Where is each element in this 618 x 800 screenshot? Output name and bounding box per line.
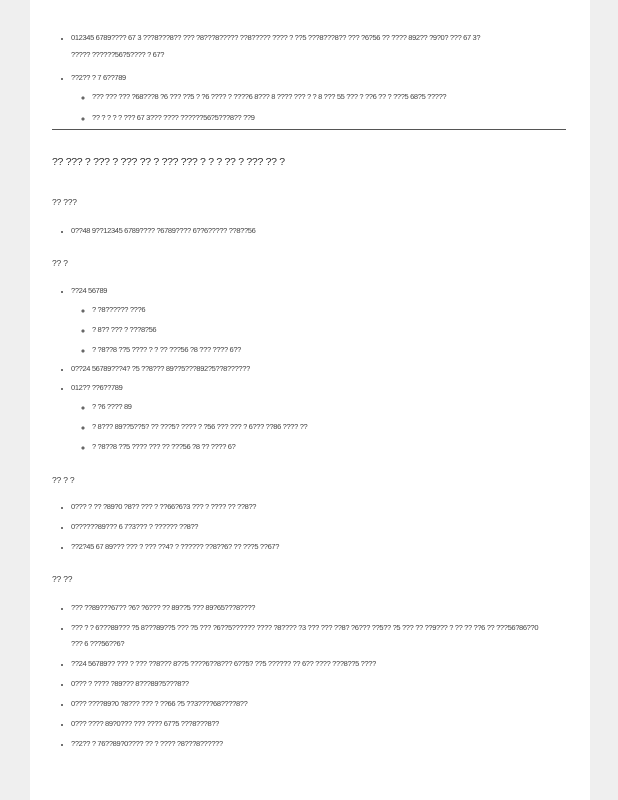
list-item-continuation: ????? ??????56?5???? ? 67? xyxy=(71,50,165,59)
list-item: • 0??????89??? 6 7?3??? ? ?????? ??8?? xyxy=(71,521,566,532)
list-item: • ??? ??89???67?? ?6? ?6??? ?? 89??5 ??? 89?65???8???? xyxy=(71,602,566,613)
list-item: • 0??? ????89?0 ?8??? ??? ? ??66 ?5 ??3????68????8?? xyxy=(71,698,566,709)
sub-list-item: ◦ ?? ? ? ? ? ??? 67 3??? ???? ??????56?5???8?? ??9 xyxy=(92,112,566,123)
section-list xyxy=(52,285,566,452)
list-item: • 0??? ???? 89?0??? ??? ???? 67?5 ???8???8?? xyxy=(71,718,566,729)
sub-list-item: ◦ ? 8?? ??? ? ???8?56 xyxy=(92,324,566,335)
sub-list-item: ◦ ? ?8??8 ??5 ???? ? ? ?? ???56 ?8 ??? ???? 6?? xyxy=(92,344,566,355)
sub-list-item: ◦ ? ?8??8 ??5 ???? ??? ?? ???56 ?8 ?? ???? 6? xyxy=(92,441,566,452)
section-heading: ?? ?? xyxy=(52,574,73,584)
top-list xyxy=(52,32,566,123)
list-item-text: ??? ? ? 6???89??? ?5 8???89??5 ??? ?5 ??? ?6??5?????? ???? ?8???? ?3 ??? ??? ??8? ?6??? ??5?? ?5 ??? ?? ??9??? ? ?? ?? ??6 ?? ???56?86??0 xyxy=(71,623,539,632)
sub-list-item: ◦ ? ?8?????? ???6 xyxy=(92,304,566,315)
section-title: ?? ??? ? ??? ? ??? ?? ? ??? ??? ? ? ? ?? ? ??? ?? ? xyxy=(52,156,285,168)
section-heading: ?? ??? xyxy=(52,197,77,207)
sub-list xyxy=(71,304,566,355)
section-heading: ?? ? xyxy=(52,258,68,268)
list-item-text: 012?? ??6??789 xyxy=(71,383,123,392)
list-item: • ??24 56789?? ??? ? ??? ??8??? 8??5 ????6??8??? 6??5? ??5 ?????? ?? 6?? ???? ???8??5 ???? xyxy=(71,658,566,669)
document-page xyxy=(30,0,590,800)
list-item-text: 012345 6789???? 67 3 ???8???8?? ??? ?8???8????? ??8????? ???? ? ??5 ???8???8?? ??? ?6?56 ?? ???? 892?? ?9?0? ??? 67 3? xyxy=(71,33,481,42)
list-item xyxy=(71,622,566,649)
list-item: • 0??? ? ???? ?89??? 8???89?5???8?? xyxy=(71,678,566,689)
section-list xyxy=(52,225,566,236)
list-item xyxy=(71,382,566,452)
section-list-block xyxy=(52,285,566,461)
right-scrollbar-track[interactable] xyxy=(590,0,618,800)
sub-list-item: ◦ ??? ??? ??? ?68???8 ?6 ??? ??5 ? ?6 ???? ? ????6 8??? 8 ???? ??? ? ? 8 ??? 55 ??? ? ??6 ?? ? ???5 68?5 ????? xyxy=(92,91,566,102)
section-list-block xyxy=(52,225,566,245)
list-item xyxy=(71,72,566,123)
list-item xyxy=(71,32,566,60)
section-list xyxy=(52,602,566,749)
list-item-continuation: ??? 6 ???56??6? xyxy=(71,639,125,648)
section-list-block xyxy=(52,501,566,561)
section-heading: ?? ? ? xyxy=(52,475,75,485)
list-item-text: ??2?? ? 7 6??789 xyxy=(71,73,126,82)
list-item xyxy=(71,285,566,355)
section-list-block xyxy=(52,602,566,758)
sub-list xyxy=(71,401,566,452)
document-content xyxy=(52,0,566,800)
list-item: • 0??24 56789???4? ?5 ??8??? 89??5???892?5??8?????? xyxy=(71,363,566,374)
sub-list-item: ◦ ? 8??? 89??5??5? ?? ???5? ???? ? ?56 ??? ??? ? 6??? ??86 ???? ?? xyxy=(92,421,566,432)
left-margin xyxy=(0,0,30,800)
list-item: • 0??? ? ?? ?89?0 ?8?? ??? ? ??66?6?3 ??? ? ???? ?? ??8?? xyxy=(71,501,566,512)
list-item-text: ??24 56789 xyxy=(71,286,108,295)
top-list-block xyxy=(52,32,566,132)
sub-list xyxy=(71,91,566,123)
list-item: • 0??48 9??12345 6789???? ?6789???? 6??6????? ??8??56 xyxy=(71,225,566,236)
horizontal-rule xyxy=(52,129,566,130)
sub-list-item: ◦ ? ?6 ???? 89 xyxy=(92,401,566,412)
section-list xyxy=(52,501,566,552)
list-item: • ??2?? ? 76??89?0???? ?? ? ???? ?8???8?????? xyxy=(71,738,566,749)
list-item: • ??2?45 67 89??? ??? ? ??? ??4? ? ?????? ??8??6? ?? ???5 ??67? xyxy=(71,541,566,552)
